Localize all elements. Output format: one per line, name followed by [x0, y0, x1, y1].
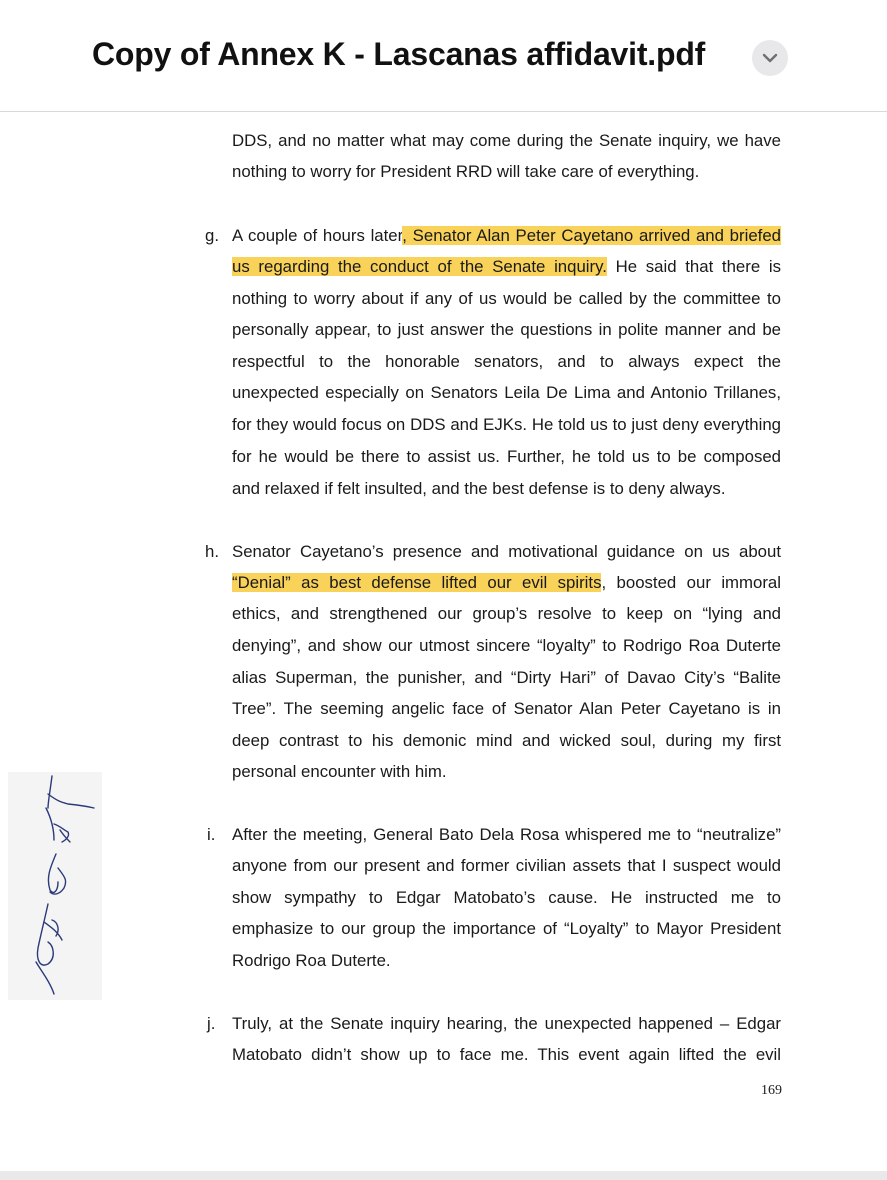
item-g-line: for he would be there to assist us. Further, he told us to be composed: [232, 447, 781, 466]
intro-line: nothing to worry for President RRD will take care of everything.: [232, 162, 700, 181]
item-h-line: deep contrast to his demonic mind and wicked soul, during my first: [232, 731, 781, 750]
item-g-line: personally appear, to just answer the questions in polite manner and be: [232, 320, 781, 339]
item-h-marker: h.: [205, 542, 219, 561]
intro-line: DDS, and no matter what may come during the Senate inquiry, we have: [232, 131, 781, 150]
item-h-line: Tree”. The seeming angelic face of Senator Alan Peter Cayetano is in: [232, 699, 781, 718]
item-j-marker: j.: [207, 1014, 216, 1033]
pdf-page[interactable]: [0, 113, 887, 1171]
item-i-line: show sympathy to Edgar Matobato’s cause. He instructed me to: [232, 888, 781, 907]
chevron-down-icon: [762, 53, 778, 63]
item-h-line: denying”, and show our utmost sincere “loyalty” to Rodrigo Roa Duterte: [232, 636, 781, 655]
page-number: 169: [761, 1083, 782, 1098]
title-menu-button[interactable]: [752, 40, 788, 76]
item-h-line: alias Superman, the punisher, and “Dirty Hari” of Davao City’s “Balite: [232, 668, 781, 687]
item-g-text: A couple of hours later: [232, 226, 403, 245]
item-h-line: Senator Cayetano’s presence and motivational guidance on us about: [232, 542, 781, 561]
item-i-line: anyone from our present and former civilian assets that I suspect would: [232, 856, 781, 875]
item-g-marker: g.: [205, 226, 219, 245]
item-g-line: for they would focus on DDS and EJKs. He told us to just deny everything: [232, 415, 781, 434]
item-i-line: emphasize to our group the importance of “Loyalty” to Mayor President: [232, 919, 781, 938]
item-i-line: Rodrigo Roa Duterte.: [232, 951, 391, 970]
item-j-line: Matobato didn’t show up to face me. This event again lifted the evil: [232, 1045, 781, 1064]
bottom-scrollbar[interactable]: [0, 1171, 887, 1180]
item-h-line: ethics, and strengthened our group’s resolve to keep on “lying and: [232, 604, 781, 623]
document-header: [0, 0, 887, 112]
highlight-span: , Senator Alan Peter Cayetano arrived and briefed: [402, 226, 781, 245]
item-j-line: Truly, at the Senate inquiry hearing, the unexpected happened – Edgar: [232, 1014, 781, 1033]
document-title: Copy of Annex K - Lascanas affidavit.pdf: [92, 36, 706, 72]
item-g-line: nothing to worry about if any of us would be called by the committee to: [232, 289, 781, 308]
item-h-line: personal encounter with him.: [232, 762, 447, 781]
item-i-marker: i.: [207, 825, 216, 844]
item-h-line: [232, 573, 781, 595]
item-g-line: unexpected especially on Senators Leila De Lima and Antonio Trillanes,: [232, 383, 781, 402]
item-g-line: respectful to the honorable senators, and to always expect the: [232, 352, 781, 371]
item-g-line: [232, 226, 781, 248]
item-i-line: After the meeting, General Bato Dela Rosa whispered me to “neutralize”: [232, 825, 781, 844]
item-g-line: and relaxed if felt insulted, and the best defense is to deny always.: [232, 479, 726, 498]
signature-image: [8, 772, 102, 1000]
item-h-text: , boosted our immoral: [601, 573, 781, 592]
highlight-span: “Denial” as best defense lifted our evil spirits: [232, 573, 602, 592]
highlight-span: us regarding the conduct of the Senate inquiry.: [232, 257, 607, 276]
item-g-text: He said that there is: [606, 257, 781, 276]
item-g-line: [232, 257, 781, 279]
